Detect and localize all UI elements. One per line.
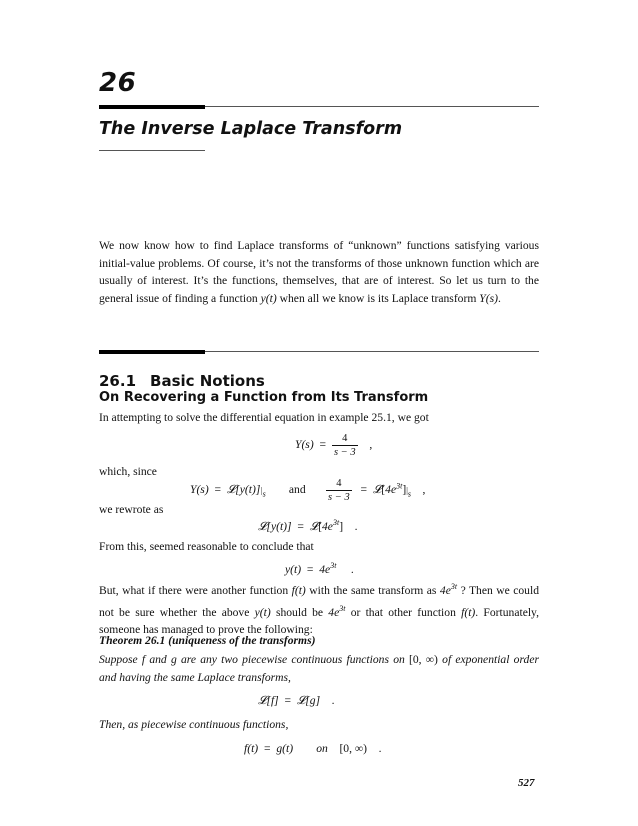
intro-text-2: when all we know is its Laplace transform (279, 292, 477, 306)
thm-text-2: are any two piecewise continuous functions on (180, 653, 405, 666)
p5-ft-2: f(t) (461, 605, 476, 619)
p5-text-d: should be (275, 605, 324, 619)
eq4-equals: = (306, 562, 314, 576)
theorem-body-2: Then, as piecewise continuous functions, (99, 718, 289, 731)
eq2-Ys: Y(s) (190, 483, 209, 497)
p5-text-e: or that other function (350, 605, 456, 619)
eq6-equals: = (263, 742, 271, 755)
p5-ft: f(t) (291, 583, 306, 597)
intro-text-1: We now know how to find Laplace transforms of “unknown” functions satisfying various initial-value problems. Of course, it’s not the transforms of those unknown function which are usually of interest. It’s the functions, themselves, that are of interest. So let us turn to the general issue of finding a function (99, 239, 539, 306)
chapter-rule-thin (205, 106, 539, 107)
eq5-Lf: 𝓛[f] (258, 694, 279, 707)
eq1-equals: = (319, 438, 327, 452)
paragraph-5 (99, 578, 539, 639)
eq1-denominator: s − 3 (333, 447, 356, 458)
thm-text-1: Suppose (99, 653, 138, 666)
thm-interval: [0, ∞) (409, 653, 438, 666)
p5-4e: 4e (439, 583, 451, 597)
eq3-exp: 3t (332, 518, 340, 527)
p5-yt: y(t) (254, 605, 271, 619)
eq1-Ys: Y(s) (295, 438, 314, 452)
eq2-equals-2: = (360, 483, 368, 497)
theorem-heading: Theorem 26.1 (uniqueness of the transforms) (99, 634, 316, 647)
intro-Ys: Y(s) (479, 292, 498, 306)
eq3-4e: 4e (322, 519, 333, 533)
eq2-exp: 3t (396, 481, 403, 491)
eq4-exp: 3t (330, 561, 337, 570)
eq6-interval: [0, ∞) (339, 742, 368, 755)
equation-5 (258, 694, 335, 708)
intro-paragraph (99, 237, 539, 308)
eq2-sub-s-2: s (407, 489, 411, 499)
eq5-period: . (331, 694, 335, 707)
chapter-rule-thick (99, 105, 205, 109)
eq2-L: 𝓛 (372, 483, 382, 497)
equation-3: 𝓛[y(t)] = $𝓛[4e^{3t}]$ . (258, 518, 358, 533)
eq6-ft: f(t) (244, 742, 259, 755)
p5-text-f: . Fortunately, someone has managed to prove the following: (99, 605, 539, 637)
p5-exp-2: 3t (339, 603, 346, 613)
thm-g: g (170, 653, 177, 666)
eq2-comma: , (422, 483, 426, 497)
equation-6 (244, 742, 382, 755)
eq6-on: on (316, 742, 328, 755)
eq2-4e: 4e (385, 483, 397, 497)
eq3-Lyt: 𝓛[y(t)] (258, 519, 292, 533)
chapter-number: 26 (99, 68, 137, 98)
eq5-Lg: 𝓛[g] (296, 694, 321, 707)
page-number: 527 (518, 777, 535, 789)
eq5-equals: = (284, 694, 292, 707)
intro-text-3: . (497, 292, 501, 306)
section-title (99, 372, 265, 390)
thm-text-3: of exponential order and having the same Laplace transforms, (99, 653, 539, 684)
eq1-fraction (332, 433, 358, 458)
p5-text-b: with the same transform as (309, 583, 437, 597)
eq2-sub-s: s (262, 489, 266, 499)
text-line-2: which, since (99, 465, 157, 478)
eq2-denominator: s − 3 (328, 492, 350, 503)
theorem-body-1 (99, 651, 539, 686)
equation-1 (295, 433, 372, 458)
equation-2: $Y(s) = 𝓛[y(t)]|_s$ and $\frac{4}{s - 3}$ = $𝓛[4e^{3t}]|_s$ , (190, 478, 426, 503)
eq3-equals: = (297, 519, 304, 533)
chapter-title-underline (99, 150, 205, 151)
eq1-numerator: 4 (332, 433, 358, 446)
eq2-numerator: 4 (326, 478, 352, 491)
eq2-and: and (288, 483, 306, 497)
p5-4e-2: 4e (328, 605, 340, 619)
section-rule-thick (99, 350, 205, 354)
eq2-Lyt: 𝓛[y(t)] (226, 483, 261, 497)
p5-text-a: But, what if there were another function (99, 583, 289, 597)
section-number: 26.1 (99, 372, 137, 390)
subsection-title: On Recovering a Function from Its Transform (99, 390, 429, 405)
intro-yt: y(t) (260, 292, 277, 306)
eq3-period: . (354, 519, 358, 533)
thm-f: f (141, 653, 146, 666)
p5-exp: 3t (450, 582, 458, 591)
eq6-period: . (378, 742, 382, 755)
eq4-yt: y(t) (285, 562, 302, 576)
text-line-3: we rewrote as (99, 503, 164, 516)
thm-and: and (149, 653, 167, 666)
eq2-fraction (326, 478, 352, 503)
section-name: Basic Notions (150, 372, 265, 390)
chapter-title: The Inverse Laplace Transform (99, 119, 403, 139)
section-rule-thin (205, 351, 539, 352)
equation-4 (285, 561, 354, 576)
text-line-4: From this, seemed reasonable to conclude that (99, 540, 314, 553)
p5-text-c: ? Then we could not be sure whether the above (99, 583, 540, 619)
eq4-4e: 4e (319, 562, 331, 576)
eq1-comma: , (369, 438, 373, 452)
eq2-equals: = (214, 483, 222, 497)
text-line-1: In attempting to solve the differential equation in example 25.1, we got (99, 411, 429, 424)
eq4-period: . (350, 562, 354, 576)
eq3-L: 𝓛 (309, 519, 319, 533)
eq6-gt: g(t) (276, 742, 294, 755)
